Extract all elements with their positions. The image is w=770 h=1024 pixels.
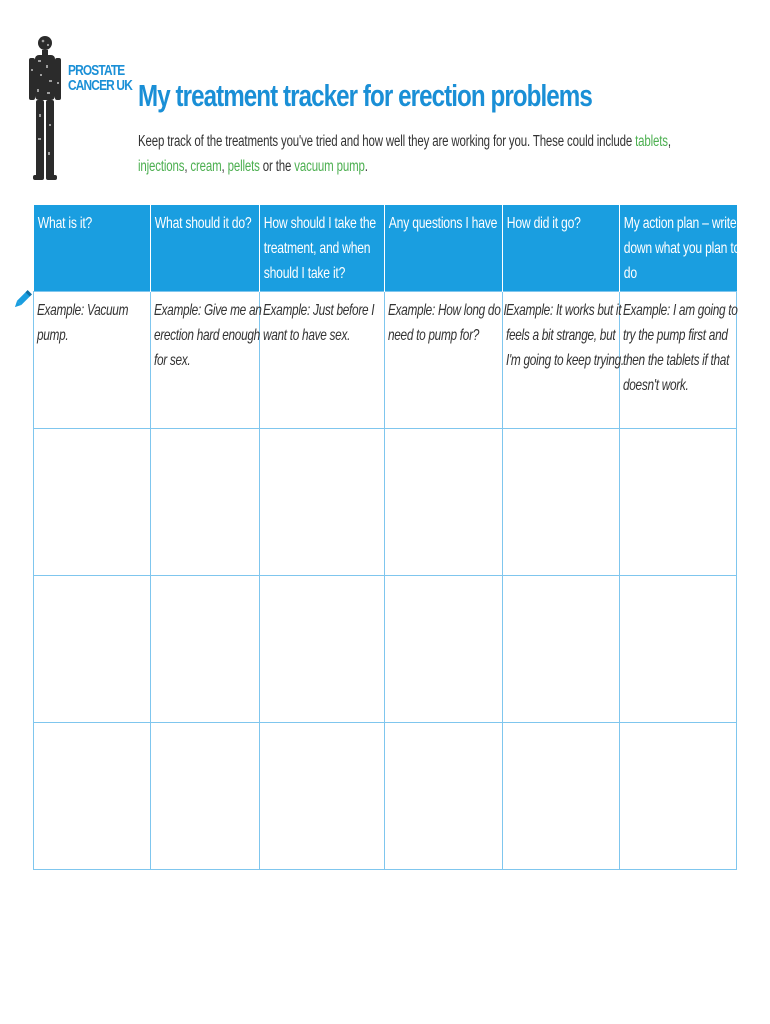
column-header-questions: Any questions I have	[385, 205, 503, 292]
table-cell[interactable]	[34, 576, 151, 723]
table-cell[interactable]	[385, 576, 503, 723]
logo-wordmark	[68, 64, 132, 94]
prostate-cancer-uk-logo	[28, 34, 132, 184]
treatment-tracker-table	[33, 205, 741, 870]
table-cell[interactable]	[503, 429, 620, 576]
intro-separator: ,	[184, 158, 191, 175]
logo-line-2: CANCER UK	[68, 78, 132, 94]
table-cell[interactable]: Example: How long do I need to pump for?	[385, 292, 503, 429]
intro-highlight-injections: injections	[138, 158, 185, 175]
table-cell[interactable]	[260, 576, 385, 723]
intro-highlight-tablets: tablets	[635, 133, 668, 150]
table-row	[34, 576, 737, 723]
pencil-icon	[11, 289, 33, 311]
column-header-what-is-it: What is it?	[34, 205, 151, 292]
table-cell[interactable]	[151, 723, 260, 870]
intro-separator: or the	[259, 158, 295, 175]
table-cell[interactable]	[620, 576, 737, 723]
person-figure-icon	[28, 34, 68, 184]
intro-separator: ,	[221, 158, 228, 175]
column-header-action-plan: My action plan – write down what you plan to do	[620, 205, 737, 292]
table-cell[interactable]	[620, 429, 737, 576]
intro-highlight-pellets: pellets	[227, 158, 260, 175]
table-cell[interactable]	[503, 723, 620, 870]
logo-line-1: PROSTATE	[68, 63, 125, 79]
table-cell[interactable]: Example: Vacuum pump.	[34, 292, 151, 429]
table-header-row	[34, 205, 737, 292]
table-cell[interactable]	[34, 429, 151, 576]
table-cell[interactable]	[151, 576, 260, 723]
table-cell[interactable]	[503, 576, 620, 723]
column-header-how-to-take: How should I take the treatment, and when should I take it?	[260, 205, 385, 292]
table-cell[interactable]: Example: I am going to try the pump first and then the tablets if that doesn't work.	[620, 292, 737, 429]
table-cell[interactable]	[385, 429, 503, 576]
table-cell[interactable]	[34, 723, 151, 870]
page-title: My treatment tracker for erection problems	[138, 78, 592, 113]
column-header-how-did-it-go: How did it go?	[503, 205, 620, 292]
intro-highlight-cream: cream	[190, 158, 222, 175]
table-row	[34, 723, 737, 870]
table-cell[interactable]	[260, 429, 385, 576]
intro-text: Keep track of the treatments you've tried and how well they are working for you. These could include	[138, 133, 636, 150]
table-cell[interactable]: Example: Give me an erection hard enough for sex.	[151, 292, 260, 429]
table-cell[interactable]	[620, 723, 737, 870]
table-cell[interactable]	[260, 723, 385, 870]
intro-end: .	[364, 158, 368, 175]
intro-separator: ,	[667, 133, 671, 150]
table-cell[interactable]	[151, 429, 260, 576]
table-cell[interactable]: Example: Just before I want to have sex.	[260, 292, 385, 429]
example-row	[34, 292, 737, 429]
table-cell[interactable]	[385, 723, 503, 870]
column-header-what-should-it-do: What should it do?	[151, 205, 260, 292]
intro-paragraph	[138, 129, 715, 179]
table-row	[34, 429, 737, 576]
intro-highlight-vacuum-pump: vacuum pump	[294, 158, 365, 175]
table-cell[interactable]: Example: It works but it feels a bit strange, but I'm going to keep trying.	[503, 292, 620, 429]
